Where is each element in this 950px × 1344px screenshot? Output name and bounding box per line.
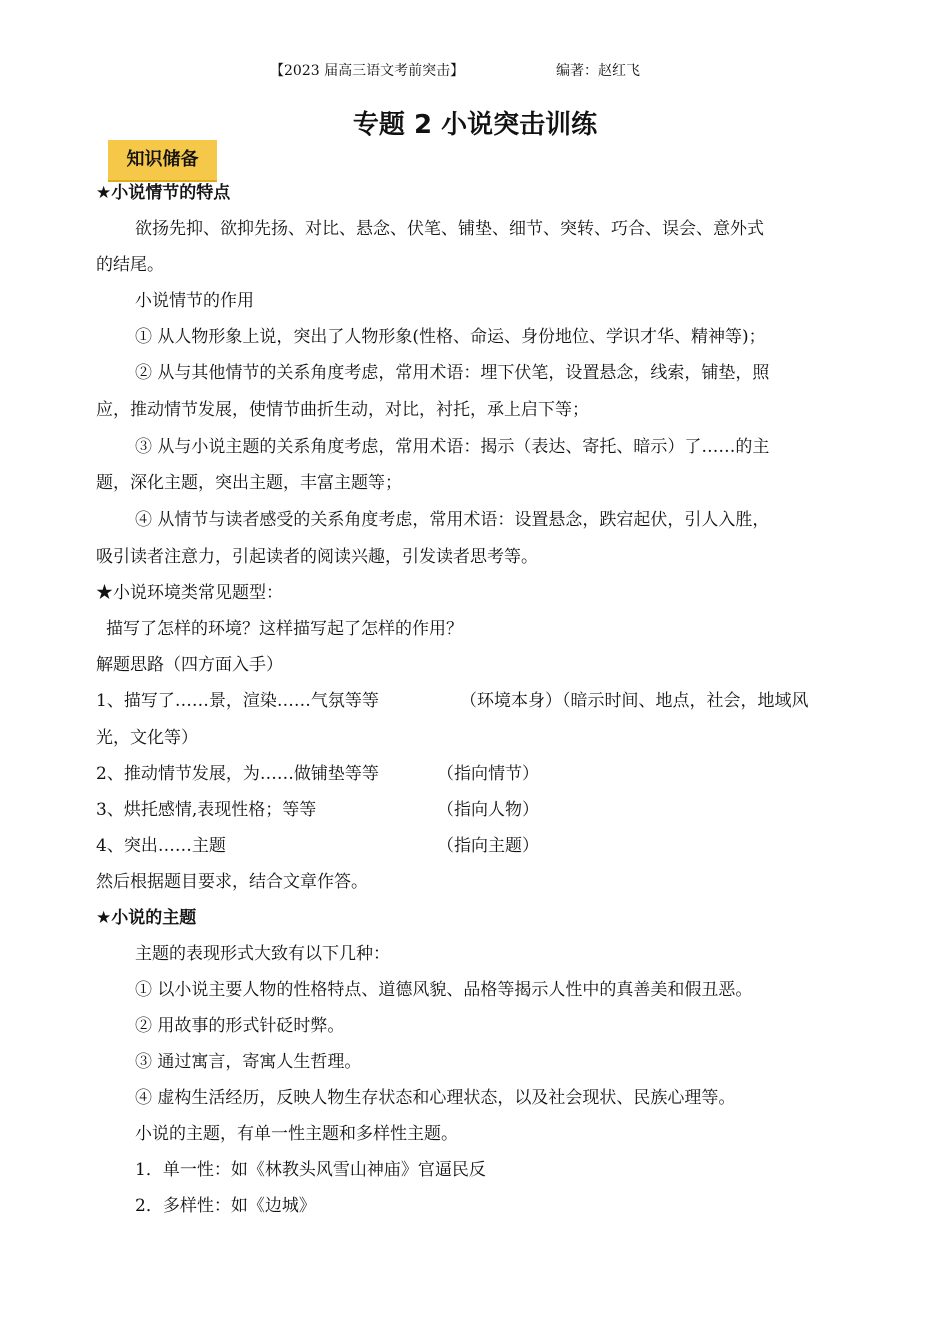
- conclusion-text: 然后根据题目要求，结合文章作答。: [96, 872, 368, 892]
- subheading: 小说情节的作用: [135, 291, 254, 311]
- list-item: ① 从人物形象上说，突出了人物形象(性格、命运、身份地位、学识才华、精神等)；: [135, 327, 766, 347]
- list-item: 2．多样性：如《边城》: [135, 1196, 316, 1216]
- question-text: 描写了怎样的环境？这样描写起了怎样的作用？: [106, 619, 463, 639]
- paragraph-line: 主题的表现形式大致有以下几种：: [135, 944, 390, 964]
- list-item: ④ 从情节与读者感受的关系角度考虑，常用术语：设置悬念，跌宕起伏，引人入胜，: [135, 510, 770, 530]
- approach-item-1-tag: （环境本身）（暗示时间、地点，社会，地域风: [460, 691, 809, 711]
- list-item: ③ 通过寓言，寄寓人生哲理。: [135, 1052, 362, 1072]
- author-label: 编著：赵红飞: [556, 63, 640, 79]
- paragraph-line: 欲扬先抑、欲抑先扬、对比、悬念、伏笔、铺垫、细节、突转、巧合、误会、意外式: [135, 219, 764, 239]
- section-badge: 知识储备: [108, 140, 217, 182]
- paragraph-line: 的结尾。: [96, 255, 164, 275]
- approach-item-1-continuation: 光，文化等）: [96, 728, 198, 748]
- list-item: ② 用故事的形式针砭时弊。: [135, 1016, 345, 1036]
- approach-item-3-tag: （指向人物）: [437, 800, 539, 820]
- approach-item-3: 3、烘托感情,表现性格；等等: [96, 800, 317, 820]
- list-item: ① 以小说主要人物的性格特点、道德风貌、品格等揭示人性中的真善美和假丑恶。: [135, 980, 753, 1000]
- list-item: ④ 虚构生活经历，反映人物生存状态和心理状态，以及社会现状、民族心理等。: [135, 1088, 736, 1108]
- list-item: 1．单一性：如《林教头风雪山神庙》官逼民反: [135, 1160, 486, 1180]
- list-item: ② 从与其他情节的关系角度考虑，常用术语：埋下伏笔，设置悬念，线索，铺垫，照: [135, 363, 770, 383]
- page-title: 专题 2 小说突击训练: [352, 110, 598, 140]
- approach-item-2: 2、推动情节发展，为……做铺垫等等: [96, 764, 379, 784]
- approach-item-4: 4、突出……主题: [96, 836, 226, 856]
- approach-item-1: 1、描写了……景，渲染……气氛等等: [96, 691, 379, 711]
- approach-item-2-tag: （指向情节）: [437, 764, 539, 784]
- list-item-continuation: 应，推动情节发展，使情节曲折生动，对比，衬托，承上启下等；: [96, 400, 589, 420]
- list-item-continuation: 吸引读者注意力，引起读者的阅读兴趣，引发读者思考等。: [96, 547, 538, 567]
- series-label: 【2023 届高三语文考前突击】: [270, 63, 465, 79]
- list-item: ③ 从与小说主题的关系角度考虑，常用术语：揭示（表达、寄托、暗示）了……的主: [135, 437, 770, 457]
- approach-title: 解题思路（四方面入手）: [96, 655, 283, 675]
- approach-item-4-tag: （指向主题）: [437, 836, 539, 856]
- section-heading-environment: ★小说环境类常见题型：: [96, 583, 283, 603]
- list-item-continuation: 题，深化主题，突出主题，丰富主题等；: [96, 473, 402, 493]
- paragraph-line: 小说的主题，有单一性主题和多样性主题。: [135, 1124, 458, 1144]
- section-heading-plot: ★小说情节的特点: [96, 183, 231, 203]
- section-heading-theme: ★小说的主题: [96, 908, 197, 928]
